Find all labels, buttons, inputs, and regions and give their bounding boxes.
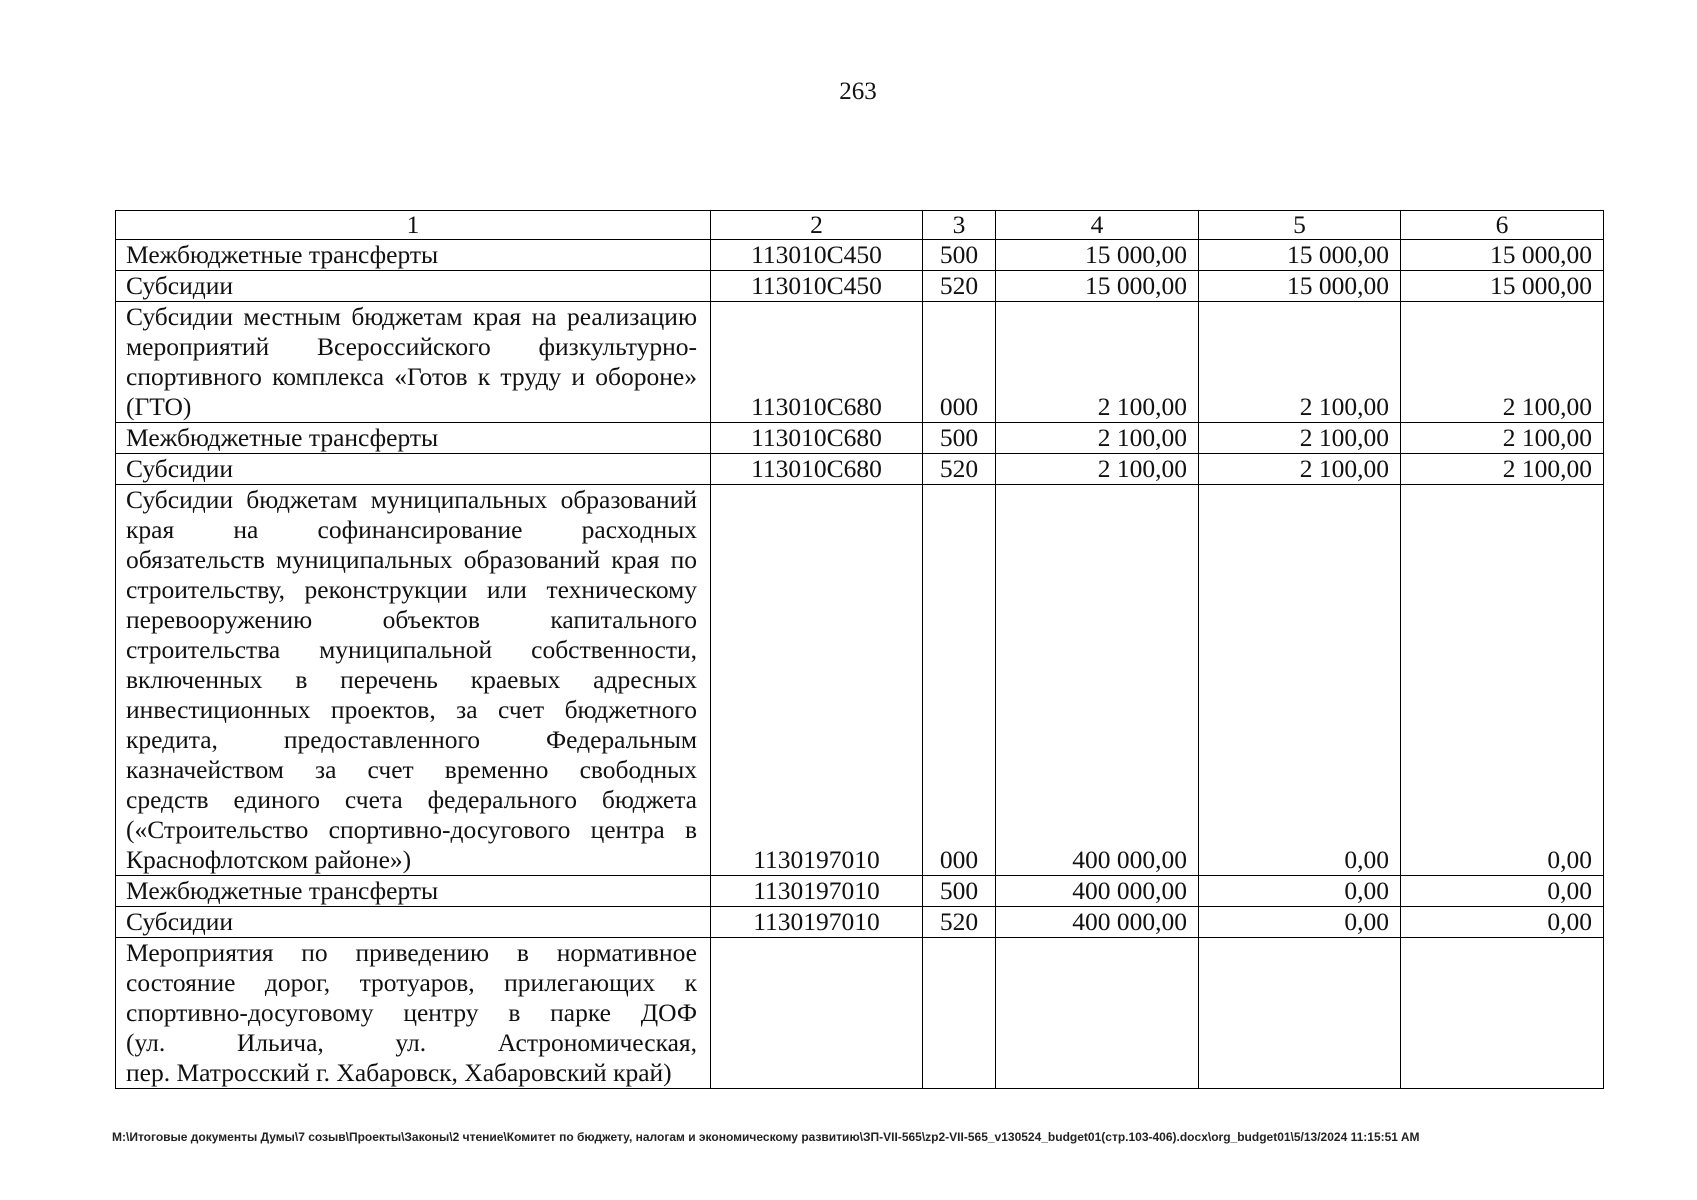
row-name-line: пер. Матросский г. Хабаровск, Хабаровский край): [126, 1058, 672, 1087]
value-cell-col6: 2 100,00: [1401, 454, 1604, 485]
column-header-2: 2: [711, 211, 923, 240]
row-name-line: Межбюджетные трансферты: [126, 423, 439, 452]
value-cell-col4: 15 000,00: [996, 271, 1199, 302]
row-name-line: (ул. Ильича, ул. Астрономическая,: [126, 1028, 697, 1057]
row-name-line: Краснофлотском районе»): [126, 845, 412, 874]
value-cell-col4: 400 000,00: [996, 485, 1199, 876]
table-row: [116, 454, 1604, 485]
value-cell-col6: 0,00: [1401, 907, 1604, 938]
table-row: [116, 302, 1604, 423]
row-name-line: края на софинансирование расходных: [126, 515, 697, 544]
column-header-3: 3: [923, 211, 996, 240]
value-cell-col4: 400 000,00: [996, 876, 1199, 907]
row-name-line: спортивно-досуговому центру в парке ДОФ: [126, 998, 697, 1027]
type-cell: 500: [923, 876, 996, 907]
value-cell-col5: 2 100,00: [1199, 302, 1401, 423]
code-cell: [711, 938, 923, 1089]
table-row: [116, 938, 1604, 1089]
column-header-6: 6: [1401, 211, 1604, 240]
row-name-line: мероприятий Всероссийского физкультурно-: [126, 332, 697, 361]
value-cell-col6: 2 100,00: [1401, 302, 1604, 423]
row-name-line: Межбюджетные трансферты: [126, 876, 439, 905]
code-cell: 113010C680: [711, 454, 923, 485]
code-cell: 1130197010: [711, 907, 923, 938]
page-number: 263: [839, 78, 877, 105]
row-name-line: Мероприятия по приведению в нормативное: [126, 938, 697, 967]
row-name-line: обязательств муниципальных образований края по: [126, 545, 697, 574]
row-name-line: кредита, предоставленного Федеральным: [126, 725, 697, 754]
type-cell: 000: [923, 485, 996, 876]
value-cell-col5: 0,00: [1199, 485, 1401, 876]
row-name-line: средств единого счета федерального бюджета: [126, 785, 697, 814]
value-cell-col6: 2 100,00: [1401, 423, 1604, 454]
value-cell-col4: [996, 938, 1199, 1089]
value-cell-col6: 15 000,00: [1401, 271, 1604, 302]
row-name-line: инвестиционных проектов, за счет бюджетного: [126, 695, 697, 724]
value-cell-col5: 0,00: [1199, 907, 1401, 938]
table-row: [116, 271, 1604, 302]
row-name-line: Субсидии бюджетам муниципальных образований: [126, 485, 697, 514]
value-cell-col5: 0,00: [1199, 876, 1401, 907]
document-file-path: M:\Итоговые документы Думы\7 созыв\Проекты\Законы\2 чтение\Комитет по бюджету, налогам и экономическому развитию\ЗП-VII-565\zp2-VII-565_v130524_budget01(стр.103-406).docx\org_budget01\5/13/2024 11:15:51 AM: [112, 1130, 1420, 1144]
column-header-4: 4: [996, 211, 1199, 240]
row-name-line: Субсидии местным бюджетам края на реализацию: [126, 302, 697, 331]
row-name-cell: [116, 271, 711, 302]
row-name-cell: [116, 423, 711, 454]
value-cell-col5: 2 100,00: [1199, 423, 1401, 454]
row-name-cell: [116, 240, 711, 271]
row-name-cell: [116, 454, 711, 485]
row-name-line: Субсидии: [126, 907, 233, 936]
row-name-line: («Строительство спортивно-досугового центра в: [126, 815, 697, 844]
code-cell: 113010C450: [711, 240, 923, 271]
type-cell: 520: [923, 271, 996, 302]
row-name-line: Субсидии: [126, 454, 233, 483]
row-name-line: Межбюджетные трансферты: [126, 240, 439, 269]
table-header-row: [116, 211, 1604, 240]
table-row: [116, 485, 1604, 876]
column-header-5: 5: [1199, 211, 1401, 240]
row-name-cell: [116, 907, 711, 938]
row-name-cell: [116, 302, 711, 423]
value-cell-col6: 15 000,00: [1401, 240, 1604, 271]
row-name-line: строительства муниципальной собственности,: [126, 635, 697, 664]
row-name-line: спортивного комплекса «Готов к труду и обороне»: [126, 362, 697, 391]
code-cell: 113010C450: [711, 271, 923, 302]
value-cell-col6: 0,00: [1401, 485, 1604, 876]
type-cell: 520: [923, 454, 996, 485]
row-name-line: (ГТО): [126, 392, 192, 421]
value-cell-col5: 2 100,00: [1199, 454, 1401, 485]
row-name-line: включенных в перечень краевых адресных: [126, 665, 697, 694]
table-body: [116, 211, 1604, 1089]
code-cell: 113010C680: [711, 302, 923, 423]
type-cell: 000: [923, 302, 996, 423]
budget-table: [115, 210, 1604, 1089]
value-cell-col6: 0,00: [1401, 876, 1604, 907]
row-name-cell: [116, 938, 711, 1089]
row-name-line: перевооружению объектов капитального: [126, 605, 697, 634]
type-cell: 500: [923, 240, 996, 271]
row-name-cell: [116, 485, 711, 876]
table-row: [116, 240, 1604, 271]
row-name-line: состояние дорог, тротуаров, прилегающих к: [126, 968, 697, 997]
value-cell-col5: [1199, 938, 1401, 1089]
type-cell: [923, 938, 996, 1089]
value-cell-col5: 15 000,00: [1199, 240, 1401, 271]
value-cell-col4: 400 000,00: [996, 907, 1199, 938]
type-cell: 520: [923, 907, 996, 938]
row-name-cell: [116, 876, 711, 907]
value-cell-col4: 2 100,00: [996, 454, 1199, 485]
value-cell-col4: 15 000,00: [996, 240, 1199, 271]
code-cell: 1130197010: [711, 485, 923, 876]
value-cell-col6: [1401, 938, 1604, 1089]
row-name-line: Субсидии: [126, 271, 233, 300]
code-cell: 1130197010: [711, 876, 923, 907]
value-cell-col4: 2 100,00: [996, 302, 1199, 423]
column-header-1: 1: [116, 211, 711, 240]
table-row: [116, 423, 1604, 454]
type-cell: 500: [923, 423, 996, 454]
row-name-line: казначейством за счет временно свободных: [126, 755, 697, 784]
table-row: [116, 876, 1604, 907]
table-row: [116, 907, 1604, 938]
code-cell: 113010C680: [711, 423, 923, 454]
value-cell-col4: 2 100,00: [996, 423, 1199, 454]
row-name-line: строительству, реконструкции или техническому: [126, 575, 697, 604]
value-cell-col5: 15 000,00: [1199, 271, 1401, 302]
